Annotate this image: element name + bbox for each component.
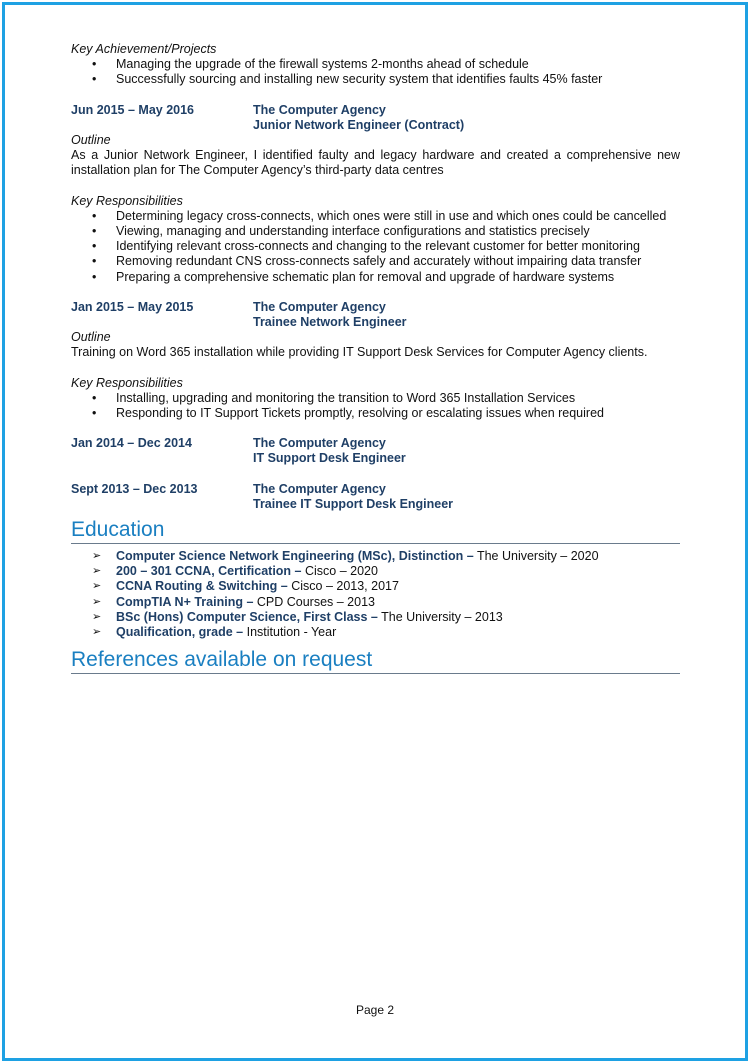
- qualification-name: Qualification, grade –: [116, 625, 244, 640]
- arrow-bullet-icon: ➢: [92, 550, 102, 563]
- list-item: • Successfully sourcing and installing new security system that identifies faults 45% faster: [116, 72, 680, 87]
- qualification-name: CCNA Routing & Switching –: [116, 579, 288, 594]
- references-heading: References available on request: [71, 648, 680, 674]
- job-entry: [71, 436, 680, 466]
- qualification-detail: The University – 2013: [377, 609, 503, 624]
- list-item: • Installing, upgrading and monitoring the transition to Word 365 Installation Services: [116, 391, 680, 406]
- education-heading: Education: [71, 518, 680, 544]
- arrow-bullet-icon: ➢: [92, 595, 102, 608]
- job-entry: [71, 300, 680, 330]
- qualification-name: BSc (Hons) Computer Science, First Class –: [116, 609, 378, 624]
- qualification-detail: Institution - Year: [243, 625, 337, 640]
- page-number: Page 2: [355, 1003, 395, 1017]
- job-title: IT Support Desk Engineer: [253, 451, 406, 466]
- job-company: The Computer Agency: [253, 436, 386, 451]
- qualification-detail: Cisco – 2020: [301, 564, 378, 579]
- job-dates: Jan 2014 – Dec 2014: [71, 436, 192, 451]
- job-dates: Jan 2015 – May 2015: [71, 299, 194, 314]
- job-title: Trainee IT Support Desk Engineer: [253, 496, 454, 511]
- list-item: • Viewing, managing and understanding interface configurations and statistics precisely: [116, 224, 680, 239]
- responsibilities-heading: Key Responsibilities: [71, 375, 183, 390]
- job-company: The Computer Agency: [253, 299, 386, 314]
- outline-text: Training on Word 365 installation while providing IT Support Desk Services for Computer Agency clients.: [71, 345, 648, 360]
- job-title: Trainee Network Engineer: [253, 315, 407, 330]
- responsibilities-heading: Key Responsibilities: [71, 193, 183, 208]
- arrow-bullet-icon: ➢: [92, 626, 102, 639]
- job-dates: Jun 2015 – May 2016: [71, 102, 194, 117]
- list-item: • Preparing a comprehensive schematic plan for removal and upgrade of hardware systems: [116, 270, 680, 285]
- arrow-bullet-icon: ➢: [92, 580, 102, 593]
- qualification-detail: CPD Courses – 2013: [253, 594, 375, 609]
- outline-heading: Outline: [71, 330, 111, 345]
- job-company: The Computer Agency: [253, 481, 386, 496]
- job-company: The Computer Agency: [253, 102, 386, 117]
- education-list: [71, 549, 680, 640]
- list-item: • Removing redundant CNS cross-connects safely and accurately without impairing data transfer: [116, 254, 680, 269]
- qualification-name: CompTIA N+ Training –: [116, 594, 254, 609]
- qualification-name: 200 – 301 CCNA, Certification –: [116, 564, 302, 579]
- outline-text: As a Junior Network Engineer, I identified faulty and legacy hardware and created a comprehensive new installation plan for The Computer Agency’s third-party data centres: [71, 148, 680, 178]
- responsibilities-list: [71, 209, 680, 285]
- job-entry: [71, 482, 680, 512]
- arrow-bullet-icon: ➢: [92, 565, 102, 578]
- list-item: • Identifying relevant cross-connects and changing to the relevant customer for better monitoring: [116, 239, 680, 254]
- outline-heading: Outline: [71, 133, 111, 148]
- achievements-list: [71, 57, 680, 87]
- responsibilities-list: [71, 391, 680, 421]
- education-item: [92, 579, 680, 594]
- qualification-detail: Cisco – 2013, 2017: [287, 579, 399, 594]
- achievements-heading: Key Achievement/Projects: [71, 42, 217, 56]
- list-item: • Determining legacy cross-connects, which ones were still in use and which ones could be cancelled: [116, 209, 680, 224]
- job-entry: [71, 103, 680, 133]
- resume-page: [71, 42, 680, 674]
- qualification-detail: The University – 2020: [473, 549, 599, 564]
- qualification-name: Computer Science Network Engineering (MSc), Distinction –: [116, 549, 474, 564]
- job-dates: Sept 2013 – Dec 2013: [71, 481, 198, 496]
- job-title: Junior Network Engineer (Contract): [253, 117, 465, 132]
- education-item: [92, 625, 680, 640]
- arrow-bullet-icon: ➢: [92, 610, 102, 623]
- education-item: [92, 549, 680, 564]
- education-item: [92, 564, 680, 579]
- list-item: • Managing the upgrade of the firewall systems 2-months ahead of schedule: [116, 57, 680, 72]
- education-item: [92, 609, 680, 625]
- education-item: [92, 594, 680, 610]
- list-item: • Responding to IT Support Tickets promptly, resolving or escalating issues when required: [116, 406, 680, 421]
